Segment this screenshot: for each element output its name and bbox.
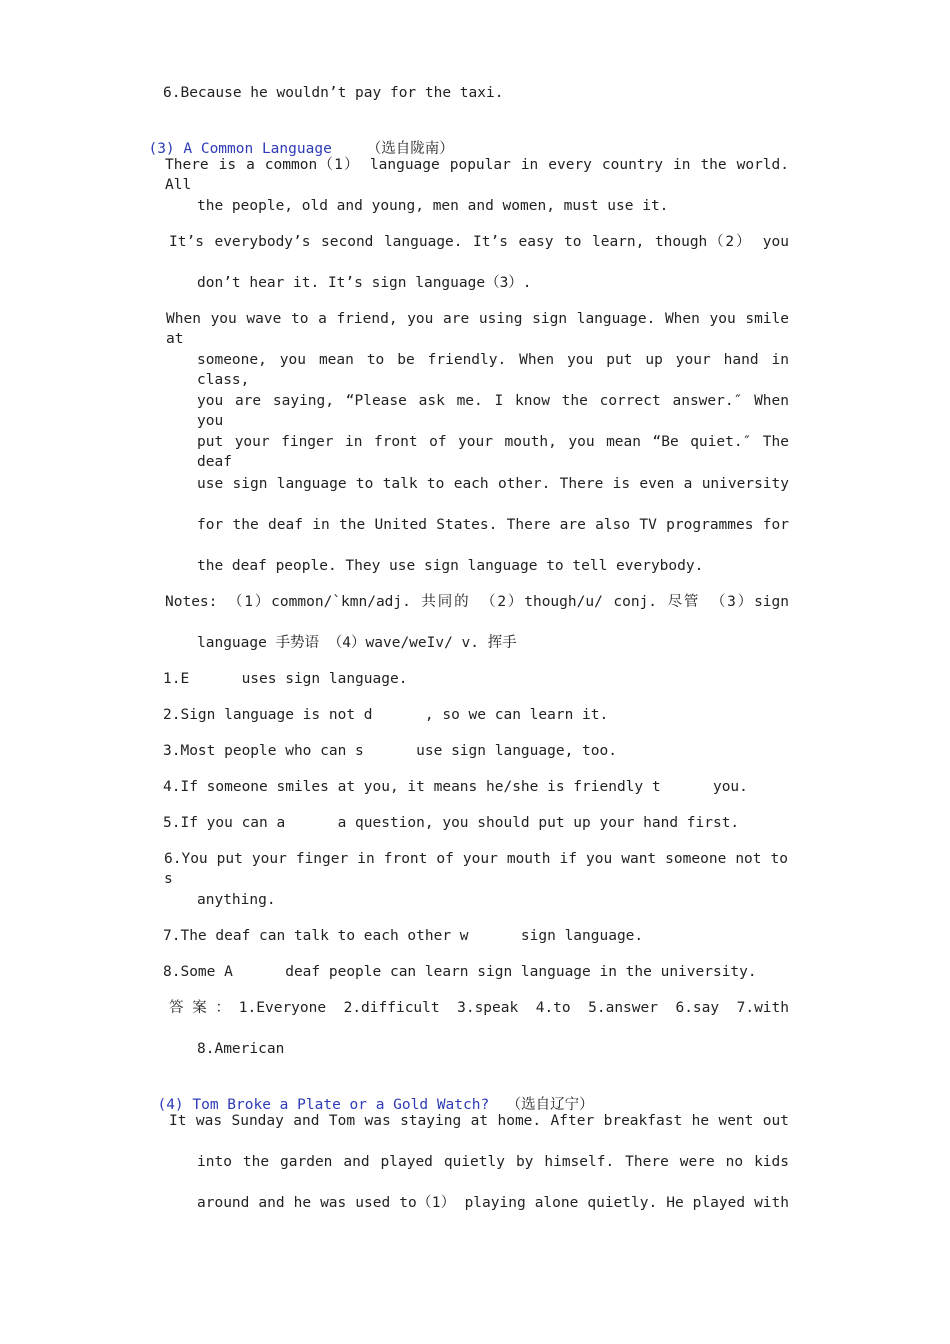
question-1: 1.E uses sign language. [163, 671, 408, 687]
question-8: 8.Some A deaf people can learn sign language in the university. [163, 964, 757, 980]
passage-line: someone, you mean to be friendly. When you put up your hand in class, [197, 352, 789, 388]
question-6-previous: 6.Because he wouldn’t pay for the taxi. [163, 85, 504, 101]
passage-line: put your finger in front of your mouth, you mean “Be quiet.″ The deaf [197, 434, 789, 470]
section-4-heading [140, 1075, 594, 1115]
answer-key-continuation: 8.American [197, 1041, 285, 1057]
passage-line: into the garden and played quietly by himself. There were no kids [197, 1154, 789, 1170]
passage-line: use sign language to talk to each other. There is even a university [197, 476, 789, 492]
passage-line: you are saying, “Please ask me. I know the correct answer.″ When you [197, 393, 789, 429]
passage-line: When you wave to a friend, you are using sign language. When you smile at [166, 311, 789, 347]
passage-line: around and he was used to（1） playing alone quietly. He played with [197, 1195, 789, 1211]
answer-key: 答案：1.Everyone 2.difficult 3.speak 4.to 5.answer 6.say 7.with [169, 1000, 789, 1016]
question-5: 5.If you can a a question, you should put up your hand first. [163, 815, 740, 831]
passage-line: don’t hear it. It’s sign language（3）. [197, 275, 532, 291]
section-4-source: （选自辽宁） [506, 1097, 594, 1113]
question-4: 4.If someone smiles at you, it means he/she is friendly t you. [163, 779, 748, 795]
passage-line: There is a common（1） language popular in every country in the world. All [165, 157, 789, 193]
notes-line: language 手势语 （4）wave/weIv/ v. 挥手 [197, 635, 517, 651]
section-3-source: （选自陇南） [366, 141, 454, 157]
question-6-continuation: anything. [197, 892, 276, 908]
question-3: 3.Most people who can s use sign language, too. [163, 743, 617, 759]
section-4-title: (4) Tom Broke a Plate or a Gold Watch? [157, 1097, 490, 1113]
question-6: 6.You put your finger in front of your mouth if you want someone not to s [164, 851, 788, 887]
passage-line: It’s everybody’s second language. It’s easy to learn, though（2） you [169, 234, 789, 250]
passage-line: the people, old and young, men and women, must use it. [197, 198, 669, 214]
passage-line: for the deaf in the United States. There are also TV programmes for [197, 517, 789, 533]
question-2: 2.Sign language is not d , so we can learn it. [163, 707, 609, 723]
passage-line: the deaf people. They use sign language to tell everybody. [197, 558, 704, 574]
notes-line: Notes: （1）common/`kmn/adj. 共同的 （2）though/u/ conj. 尽管 （3）sign [165, 594, 789, 610]
section-3-title: (3) A Common Language [148, 141, 332, 157]
section-3-heading [131, 119, 454, 159]
question-7: 7.The deaf can talk to each other w sign language. [163, 928, 644, 944]
passage-line: It was Sunday and Tom was staying at home. After breakfast he went out [169, 1113, 789, 1129]
